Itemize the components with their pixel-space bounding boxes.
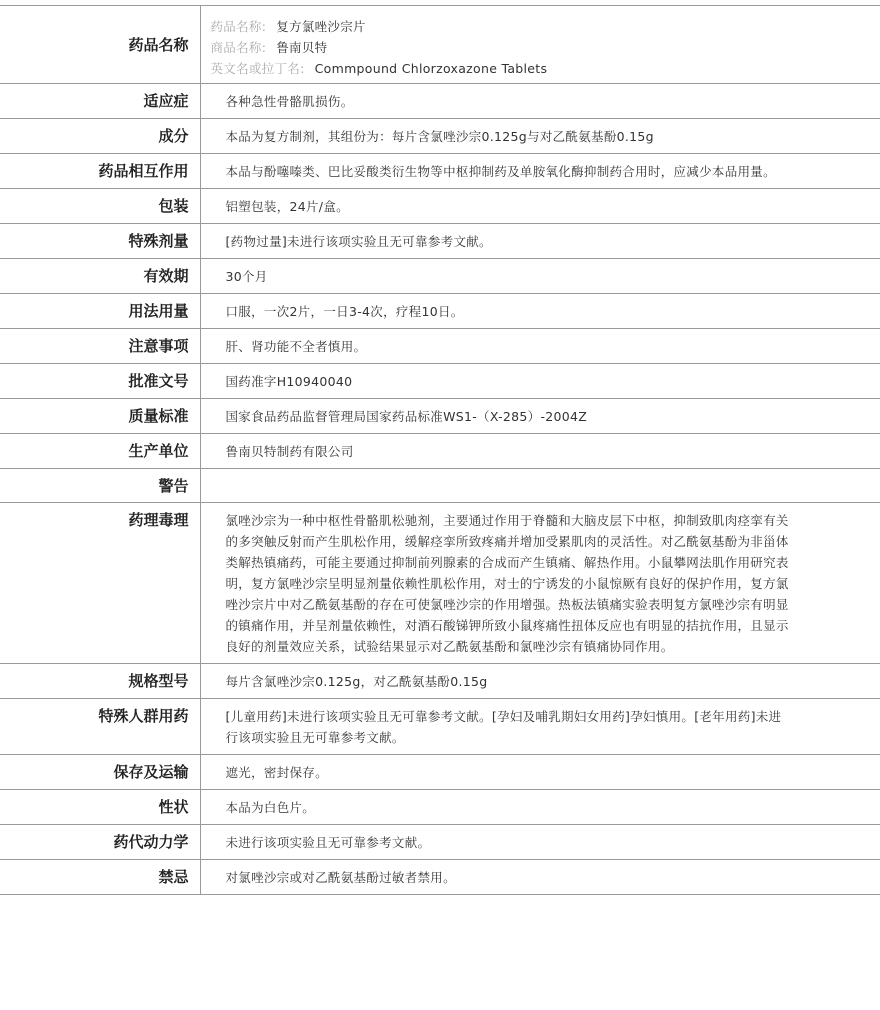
row-label: 用法用量 bbox=[0, 294, 200, 329]
drug-info-table-body bbox=[0, 6, 880, 895]
row-label: 质量标准 bbox=[0, 399, 200, 434]
table-row bbox=[0, 364, 880, 399]
row-label: 药理毒理 bbox=[0, 503, 200, 664]
row-value: 未进行该项实验且无可靠参考文献。 bbox=[200, 825, 880, 860]
trade-name-line bbox=[211, 37, 791, 58]
row-value: 铝塑包装，24片/盒。 bbox=[200, 189, 880, 224]
english-name-line bbox=[211, 58, 791, 79]
row-value: 国家食品药品监督管理局国家药品标准WS1-（X-285）-2004Z bbox=[200, 399, 880, 434]
table-row bbox=[0, 119, 880, 154]
row-value: 各种急性骨骼肌损伤。 bbox=[200, 84, 880, 119]
row-label: 批准文号 bbox=[0, 364, 200, 399]
table-row bbox=[0, 860, 880, 895]
table-row bbox=[0, 224, 880, 259]
table-row bbox=[0, 84, 880, 119]
row-value: 氯唑沙宗为一种中枢性骨骼肌松驰剂，主要通过作用于脊髓和大脑皮层下中枢，抑制致肌肉痉挛有关的多突触反射而产生肌松作用，缓解痉挛所致疼痛并增加受累肌肉的灵活性。对乙酰氨基酚为非甾体类解热镇痛药，可能主要通过抑制前列腺素的合成而产生镇痛、解热作用。小鼠攀网法肌作用研究表明，复方氯唑沙宗呈明显剂量依赖性肌松作用，对士的宁诱发的小鼠惊厥有良好的保护作用，复方氯唑沙宗片中对乙酰氨基酚的存在可使氯唑沙宗的作用增强。热板法镇痛实验表明复方氯唑沙宗有明显的镇痛作用，并呈剂量依赖性，对酒石酸锑钾所致小鼠疼痛性扭体反应也有明显的拮抗作用，且显示良好的剂量效应关系，试验结果显示对乙酰氨基酚和氯唑沙宗有镇痛协同作用。 bbox=[200, 503, 880, 664]
table-row bbox=[0, 259, 880, 294]
row-value: [儿童用药]未进行该项实验且无可靠参考文献。[孕妇及哺乳期妇女用药]孕妇慎用。[老年用药]未进行该项实验且无可靠参考文献。 bbox=[200, 699, 880, 755]
row-label: 包装 bbox=[0, 189, 200, 224]
row-value: 口服，一次2片，一日3-4次，疗程10日。 bbox=[200, 294, 880, 329]
row-value: 肝、肾功能不全者慎用。 bbox=[200, 329, 880, 364]
table-row bbox=[0, 399, 880, 434]
table-row bbox=[0, 469, 880, 503]
row-label: 有效期 bbox=[0, 259, 200, 294]
row-value: 30个月 bbox=[200, 259, 880, 294]
row-label: 药品相互作用 bbox=[0, 154, 200, 189]
english-name-value: Commpound Chlorzoxazone Tablets bbox=[314, 61, 548, 76]
drug-name-values bbox=[200, 6, 880, 84]
row-label: 规格型号 bbox=[0, 664, 200, 699]
row-value: 本品为复方制剂，其组份为：每片含氯唑沙宗0.125g与对乙酰氨基酚0.15g bbox=[200, 119, 880, 154]
generic-name-line bbox=[211, 16, 791, 37]
row-label: 药代动力学 bbox=[0, 825, 200, 860]
table-row bbox=[0, 329, 880, 364]
trade-name-key: 商品名称: bbox=[210, 40, 267, 55]
row-label: 药品名称 bbox=[0, 6, 200, 84]
row-label: 特殊剂量 bbox=[0, 224, 200, 259]
row-value: 国药准字H10940040 bbox=[200, 364, 880, 399]
row-label: 注意事项 bbox=[0, 329, 200, 364]
row-value: 本品为白色片。 bbox=[200, 790, 880, 825]
table-row bbox=[0, 755, 880, 790]
table-row-drug-name bbox=[0, 6, 880, 84]
row-label: 保存及运输 bbox=[0, 755, 200, 790]
table-row bbox=[0, 294, 880, 329]
row-value: [药物过量]未进行该项实验且无可靠参考文献。 bbox=[200, 224, 880, 259]
row-value: 鲁南贝特制药有限公司 bbox=[200, 434, 880, 469]
table-row bbox=[0, 189, 880, 224]
table-row bbox=[0, 154, 880, 189]
row-label: 警告 bbox=[0, 469, 200, 503]
row-value: 本品与酚噻嗪类、巴比妥酸类衍生物等中枢抑制药及单胺氧化酶抑制药合用时，应减少本品用量。 bbox=[200, 154, 880, 189]
table-row bbox=[0, 825, 880, 860]
row-value: 对氯唑沙宗或对乙酰氨基酚过敏者禁用。 bbox=[200, 860, 880, 895]
row-value: 每片含氯唑沙宗0.125g，对乙酰氨基酚0.15g bbox=[200, 664, 880, 699]
table-row bbox=[0, 503, 880, 664]
trade-name-value: 鲁南贝特 bbox=[276, 40, 328, 55]
table-row bbox=[0, 434, 880, 469]
table-row bbox=[0, 790, 880, 825]
row-label: 适应症 bbox=[0, 84, 200, 119]
row-label: 性状 bbox=[0, 790, 200, 825]
drug-info-table bbox=[0, 5, 880, 895]
table-row bbox=[0, 664, 880, 699]
row-label: 特殊人群用药 bbox=[0, 699, 200, 755]
english-name-key: 英文名或拉丁名: bbox=[210, 61, 305, 76]
generic-name-value: 复方氯唑沙宗片 bbox=[276, 19, 366, 34]
generic-name-key: 药品名称: bbox=[210, 19, 267, 34]
row-value bbox=[200, 469, 880, 503]
table-row bbox=[0, 699, 880, 755]
row-label: 生产单位 bbox=[0, 434, 200, 469]
row-value: 遮光，密封保存。 bbox=[200, 755, 880, 790]
row-label: 成分 bbox=[0, 119, 200, 154]
row-label: 禁忌 bbox=[0, 860, 200, 895]
